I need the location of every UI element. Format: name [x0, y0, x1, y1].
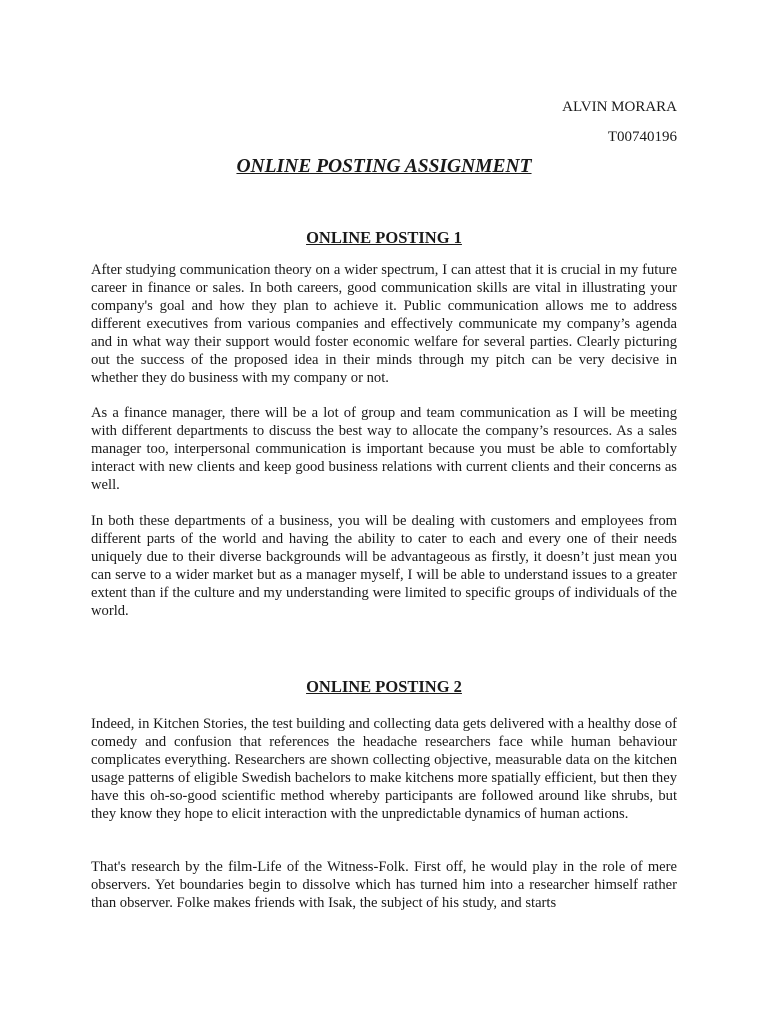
- paragraph: As a finance manager, there will be a lot of group and team communication as I will be meeting with different departments to discuss the best way to allocate the company’s resources. As a sales manager too, interpersonal communication is important because you must be able to comfortably interact with new clients and keep good business relations with current clients and their concerns as well.: [91, 405, 677, 493]
- author-block: [562, 92, 677, 152]
- paragraph: After studying communication theory on a wider spectrum, I can attest that it is crucial in my future career in finance or sales. In both careers, good communication skills are vital in illustrating your company's goal and how they plan to achieve it. Public communication allows me to address different executives from various companies and effectively communicate my company’s agenda and in what way their support would foster economic welfare for several parties. Clearly picturing out the success of the proposed idea in their minds through my pitch can be very decisive in whether they do business with my company or not.: [91, 262, 677, 386]
- paragraph: That's research by the film-Life of the Witness-Folk. First off, he would play in the role of mere observers. Yet boundaries begin to dissolve which has turned him into a researcher himself rather than observer. Folke makes friends with Isak, the subject of his study, and starts: [91, 859, 677, 911]
- author-id: T00740196: [607, 129, 677, 145]
- paragraph: In both these departments of a business, you will be dealing with customers and employees from different parts of the world and having the ability to cater to each and every one of their needs uniquely due to their diverse backgrounds will be advantageous as firstly, it doesn’t just mean you can serve to a wider market but as a manager myself, I will be able to understand issues to a greater extent than if the culture and my understanding were limited to specific groups of individuals of the world.: [91, 513, 677, 619]
- section-heading-online-posting-2: ONLINE POSTING 2: [306, 677, 462, 696]
- author-name: ALVIN MORARA: [562, 99, 677, 115]
- section-heading-online-posting-1: ONLINE POSTING 1: [306, 228, 462, 247]
- document-title: ONLINE POSTING ASSIGNMENT: [236, 156, 532, 177]
- paragraph: Indeed, in Kitchen Stories, the test building and collecting data gets delivered with a healthy dose of comedy and confusion that references the headache researchers face while human behaviour complicates everything. Researchers are shown collecting objective, measurable data on the kitchen usage patterns of eligible Swedish bachelors to make kitchens more spatially efficient, but then they have this oh-so-good scientific method whereby participants are followed around like shrubs, but they know they hope to elicit interaction with the unpredictable dynamics of human actions.: [91, 716, 677, 822]
